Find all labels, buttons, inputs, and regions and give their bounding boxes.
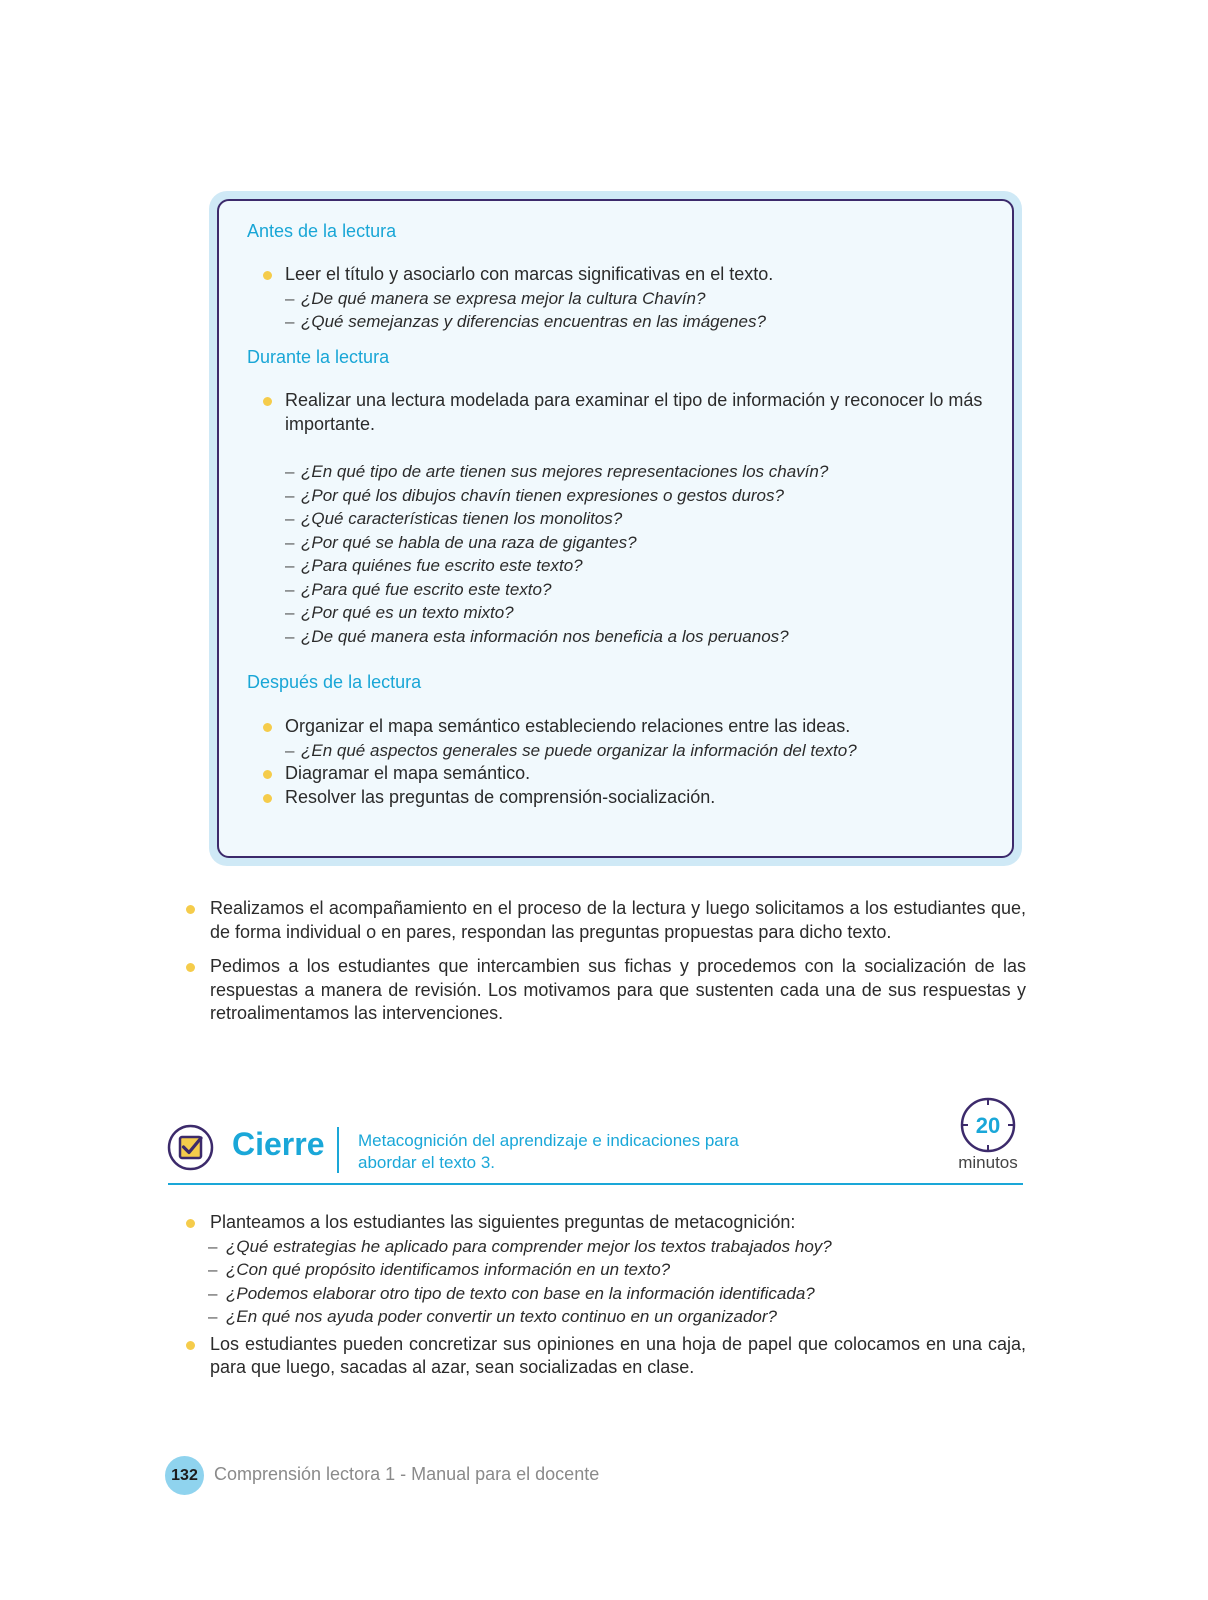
cierre-subtitle: Metacognición del aprendizaje e indicaciones para abordar el texto 3. (358, 1131, 739, 1172)
body-item: Pedimos a los estudiantes que intercambien sus fichas y procedemos con la socialización de las respuestas a manera de revisión. Los motivamos para que sustenten cada una de sus respuestas y retroalimentamos las intervenciones. (186, 955, 1026, 1026)
title-divider (337, 1127, 339, 1173)
durante-heading: Durante la lectura (247, 347, 390, 367)
cierre-question: – ¿Qué estrategias he aplicado para comprender mejor los textos trabajados hoy? (186, 1235, 1026, 1259)
durante-question: – ¿Por qué se habla de una raza de gigantes? (263, 531, 988, 555)
durante-list (263, 389, 988, 648)
despues-list (263, 715, 988, 809)
cierre-item: Los estudiantes pueden concretizar sus opiniones en una hoja de papel que colocamos en una caja, para que luego, sacadas al azar, sean socializadas en clase. (186, 1333, 1026, 1380)
timer-unit: minutos (958, 1153, 1018, 1172)
durante-question: – ¿Qué características tienen los monolitos? (263, 507, 988, 531)
body-item: Realizamos el acompañamiento en el proceso de la lectura y luego solicitamos a los estudiantes que, de forma individual o en pares, respondan las preguntas propuestas para dicho texto. (186, 897, 1026, 944)
antes-list (263, 263, 988, 334)
durante-item: Realizar una lectura modelada para examinar el tipo de información y reconocer lo más importante. (263, 389, 988, 436)
durante-question: – ¿Por qué es un texto mixto? (263, 601, 988, 625)
page-number: 132 (165, 1456, 204, 1495)
cierre-list (186, 1211, 1026, 1380)
despues-item: Organizar el mapa semántico estableciendo relaciones entre las ideas. (263, 715, 988, 739)
antes-question: – ¿Qué semejanzas y diferencias encuentras en las imágenes? (263, 310, 988, 334)
despues-item: Diagramar el mapa semántico. (263, 762, 988, 786)
durante-question: – ¿En qué tipo de arte tienen sus mejores representaciones los chavín? (263, 460, 988, 484)
timer-value: 20 (975, 1113, 1001, 1138)
spacer (263, 436, 988, 460)
antes-heading: Antes de la lectura (247, 221, 397, 241)
reading-strategies-box (209, 191, 1022, 866)
body-list (186, 897, 1026, 1026)
cierre-question: – ¿En qué nos ayuda poder convertir un texto continuo en un organizador? (186, 1305, 1026, 1329)
antes-question: – ¿De qué manera se expresa mejor la cultura Chavín? (263, 287, 988, 311)
cierre-question: – ¿Podemos elaborar otro tipo de texto con base en la información identificada? (186, 1282, 1026, 1306)
timer-icon (960, 1097, 1016, 1153)
cierre-question: – ¿Con qué propósito identificamos información en un texto? (186, 1258, 1026, 1282)
durante-question: – ¿Para qué fue escrito este texto? (263, 578, 988, 602)
despues-heading: Después de la lectura (247, 672, 422, 692)
despues-question: – ¿En qué aspectos generales se puede organizar la información del texto? (263, 739, 988, 763)
despues-item: Resolver las preguntas de comprensión-socialización. (263, 786, 988, 810)
footer-title: Comprensión lectora 1 - Manual para el docente (214, 1464, 600, 1484)
durante-question: – ¿Para quiénes fue escrito este texto? (263, 554, 988, 578)
reading-strategies-box-inner (217, 199, 1014, 858)
cierre-item: Planteamos a los estudiantes las siguientes preguntas de metacognición: (186, 1211, 1026, 1235)
durante-question: – ¿Por qué los dibujos chavín tienen expresiones o gestos duros? (263, 484, 988, 508)
checkbox-icon (167, 1124, 214, 1171)
cierre-title: Cierre (232, 1126, 325, 1162)
antes-item: Leer el título y asociarlo con marcas significativas en el texto. (263, 263, 988, 287)
durante-question: – ¿De qué manera esta información nos beneficia a los peruanos? (263, 625, 988, 649)
cierre-underline (168, 1183, 1023, 1185)
